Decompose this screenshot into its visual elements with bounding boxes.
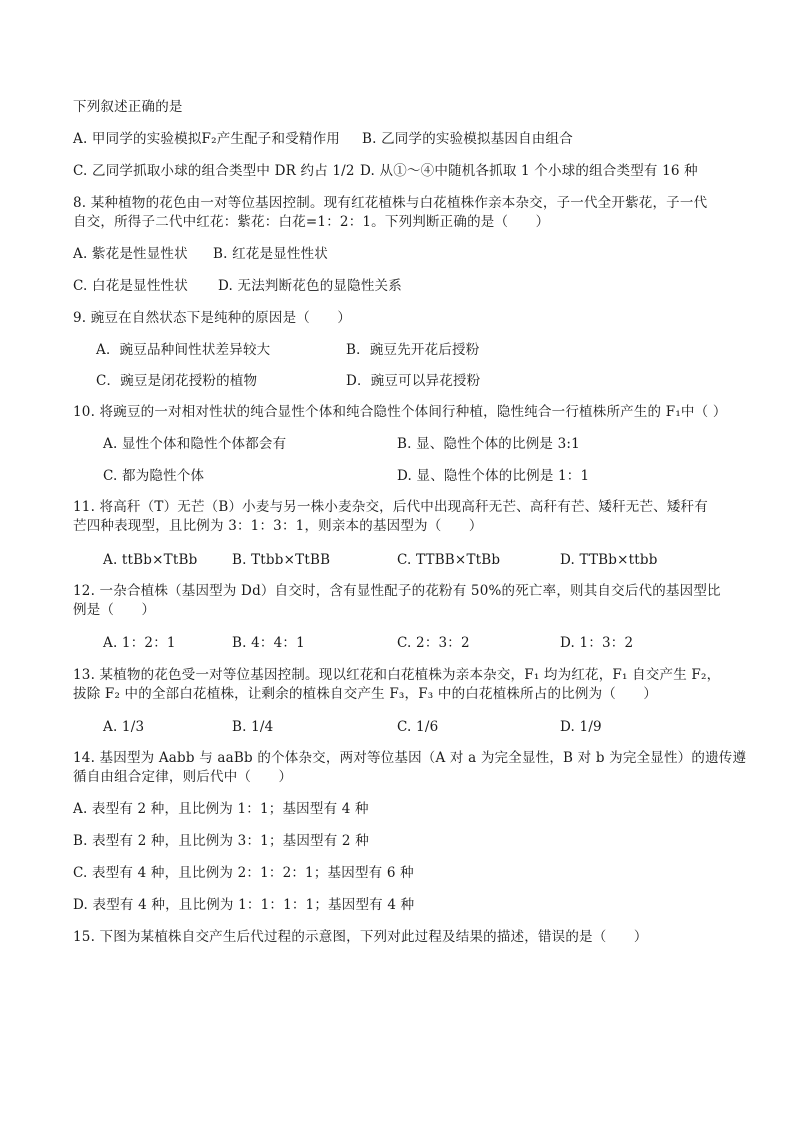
q12-stem-line-1: 12. 一杂合植株（基因型为 Dd）自交时，含有显性配子的花粉有 50%的死亡率，则其自交后代的基因型比 — [73, 583, 721, 599]
q9-option-a: A．豌豆品种间性状差异较大 — [96, 342, 271, 358]
q13-option-b: B. 1/4 — [232, 719, 274, 735]
q7-option-b: B. 乙同学的实验模拟基因自由组合 — [362, 131, 573, 147]
q14-option-b: B. 表型有 2 种，且比例为 3：1；基因型有 2 种 — [73, 833, 369, 849]
q11-option-d: D. TTBb×ttbb — [560, 552, 658, 568]
q8-option-c: C. 白花是显性性状 — [73, 278, 188, 294]
q13-stem-line-2: 拔除 F₂ 中的全部白花植株，让剩余的植株自交产生 F₃，F₃ 中的白花植株所占的比例为（ ） — [73, 686, 658, 702]
q12-stem-line-2: 例是（ ） — [73, 602, 156, 618]
q12-option-d: D. 1：3：2 — [560, 635, 634, 651]
q14-option-c: C. 表型有 4 种，且比例为 2：1：2：1；基因型有 6 种 — [73, 865, 414, 881]
q8-option-b: B. 红花是显性性状 — [213, 246, 329, 262]
q10-stem: 10. 将豌豆的一对相对性状的纯合显性个体和纯合隐性个体间行种植，隐性纯合一行植株所产生的 F₁中（ ） — [73, 404, 727, 420]
q13-option-c: C. 1/6 — [397, 719, 439, 735]
q11-option-b: B. Ttbb×TtBB — [232, 552, 331, 568]
q8-option-d: D. 无法判断花色的显隐性关系 — [218, 278, 402, 294]
q7-option-c: C. 乙同学抓取小球的组合类型中 DR 约占 1/2 — [73, 163, 355, 179]
q10-option-b: B. 显、隐性个体的比例是 3:1 — [397, 436, 580, 452]
q12-option-c: C. 2：3：2 — [397, 635, 470, 651]
q8-stem-line-2: 自交，所得子二代中红花：紫花：白花=1：2：1。下列判断正确的是（ ） — [73, 214, 550, 230]
q9-option-b: B．豌豆先开花后授粉 — [346, 342, 480, 358]
intro-line: 下列叙述正确的是 — [73, 99, 183, 115]
q14-option-d: D. 表型有 4 种，且比例为 1：1：1：1；基因型有 4 种 — [73, 897, 415, 913]
q10-option-d: D. 显、隐性个体的比例是 1：1 — [397, 468, 590, 484]
q10-option-c: C. 都为隐性个体 — [103, 468, 205, 484]
q11-stem-line-2: 芒四种表现型，且比例为 3：1：3：1，则亲本的基因型为（ ） — [73, 518, 483, 534]
q10-option-a: A. 显性个体和隐性个体都会有 — [103, 436, 287, 452]
q14-stem-line-2: 循自由组合定律，则后代中（ ） — [73, 769, 293, 785]
q12-option-a: A. 1：2：1 — [103, 635, 176, 651]
q11-option-a: A. ttBb×TtBb — [103, 552, 198, 568]
q12-option-b: B. 4：4：1 — [232, 635, 305, 651]
q7-option-a: A. 甲同学的实验模拟F₂产生配子和受精作用 — [73, 131, 341, 147]
q15-stem: 15. 下图为某植株自交产生后代过程的示意图，下列对此过程及结果的描述，错误的是（ ） — [73, 929, 648, 945]
q13-stem-line-1: 13. 某植物的花色受一对等位基因控制。现以红花和白花植株为亲本杂交，F₁ 均为红花，F₁ 自交产生 F₂， — [73, 667, 721, 683]
q14-option-a: A. 表型有 2 种，且比例为 1：1；基因型有 4 种 — [73, 801, 369, 817]
q14-stem-line-1: 14. 基因型为 Aabb 与 aaBb 的个体杂交，两对等位基因（A 对 a 为完全显性，B 对 b 为完全显性）的遗传遵 — [73, 750, 747, 766]
q11-stem-line-1: 11. 将高秆（T）无芒（B）小麦与另一株小麦杂交，后代中出现高秆无芒、高秆有芒、矮秆无芒、矮秆有 — [73, 499, 708, 515]
q9-option-d: D．豌豆可以异花授粉 — [346, 373, 481, 389]
q9-stem: 9. 豌豆在自然状态下是纯种的原因是（ ） — [73, 310, 352, 326]
q8-stem-line-1: 8. 某种植物的花色由一对等位基因控制。现有红花植株与白花植株作亲本杂交，子一代全开紫花，子一代 — [73, 195, 708, 211]
q13-option-d: D. 1/9 — [560, 719, 602, 735]
q11-option-c: C. TTBB×TtBb — [397, 552, 501, 568]
q8-option-a: A. 紫花是性显性状 — [73, 246, 188, 262]
q9-option-c: C．豌豆是闭花授粉的植物 — [96, 373, 258, 389]
q7-option-d: D. 从①～④中随机各抓取 1 个小球的组合类型有 16 种 — [360, 163, 698, 179]
q13-option-a: A. 1/3 — [103, 719, 145, 735]
